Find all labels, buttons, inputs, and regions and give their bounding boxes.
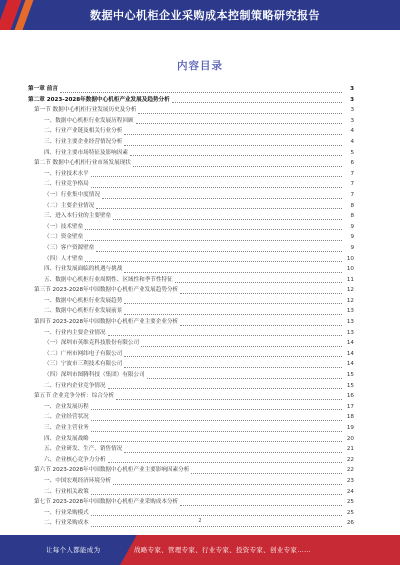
toc-leader-dots xyxy=(108,461,342,463)
toc-entry[interactable] xyxy=(28,285,354,296)
toc-entry-text: 二、数据中心机柜行业发展前景 xyxy=(44,308,123,315)
toc-entry[interactable] xyxy=(28,95,354,106)
toc-entry-text: 三、企业主营业务 xyxy=(44,425,89,431)
toc-entry-text: （一）深圳市英维克科技股份有限公司 xyxy=(44,340,140,347)
toc-entry-text: 一、数据中心机柜行业发展历程回顾 xyxy=(44,117,134,124)
toc-entry-page: 15 xyxy=(346,382,354,389)
toc-leader-dots xyxy=(113,483,342,485)
toc-entry-text: 二、行业内企业竞争情况 xyxy=(44,382,106,389)
toc-entry-text: 一、行业技术水平 xyxy=(44,170,89,177)
toc-entry[interactable] xyxy=(28,338,354,349)
toc-leader-dots xyxy=(91,186,342,188)
toc-entry-page: 7 xyxy=(350,191,354,198)
toc-entry-text: （三）宁波市三利技术有限公司 xyxy=(44,361,123,368)
toc-entry[interactable] xyxy=(28,201,354,212)
toc-entry[interactable] xyxy=(28,190,354,201)
toc-entry-text: （二）资金壁垒 xyxy=(44,234,84,241)
toc-leader-dots xyxy=(91,419,342,421)
toc-entry-page: 3 xyxy=(350,96,354,103)
toc-entry-page: 3 xyxy=(350,117,354,124)
report-title: 数据中心机柜企业采购成本控制策略研究报告 xyxy=(90,9,320,22)
toc-entry-text: 第三节 2023-2028年中国数据中心机柜产业发展趋势分析 xyxy=(34,287,179,294)
toc-entry-text: （三）客户资源壁垒 xyxy=(44,244,95,251)
toc-entry-text: 第五节 企业竞争分析：综合分析 xyxy=(34,393,115,400)
toc-entry[interactable] xyxy=(28,328,354,339)
toc-entry[interactable] xyxy=(28,423,354,434)
toc-entry-page: 22 xyxy=(346,467,354,474)
toc-leader-dots xyxy=(180,324,342,326)
toc-entry-page: 13 xyxy=(346,329,354,336)
toc-entry-page: 7 xyxy=(350,170,354,177)
toc-entry[interactable] xyxy=(28,232,354,243)
toc-leader-dots xyxy=(91,525,342,527)
toc-leader-dots xyxy=(85,228,342,230)
toc-entry-text: 四、行业发展面临的机遇与挑战 xyxy=(44,266,123,273)
toc-entry-page: 7 xyxy=(350,181,354,188)
toc-entry[interactable] xyxy=(28,359,354,370)
toc-entry-text: 一、行业采购模式 xyxy=(44,509,89,516)
toc-entry[interactable] xyxy=(28,264,354,275)
toc-entry-page: 10 xyxy=(346,255,354,262)
toc-entry-page: 4 xyxy=(350,128,354,135)
toc-leader-dots xyxy=(136,122,342,124)
toc-entry[interactable] xyxy=(28,487,354,498)
toc-entry-text: 一、中国宏观经济环境分析 xyxy=(44,477,112,484)
toc-entry[interactable] xyxy=(28,391,354,402)
toc-entry-text: （二）广州市网纬电子有限公司 xyxy=(44,350,123,357)
toc-entry[interactable] xyxy=(28,243,354,254)
toc-entry-page: 19 xyxy=(346,425,354,431)
toc-leader-dots xyxy=(147,377,342,379)
toc-leader-dots xyxy=(91,175,342,177)
toc-entry-text: （一）行业集中度情况 xyxy=(44,191,100,198)
toc-entry-page: 24 xyxy=(346,488,354,495)
toc-entry-text: 第七节 2023-2028年中国数据中心机柜产业采购成本分析 xyxy=(34,499,179,506)
toc-leader-dots xyxy=(108,334,342,336)
toc-entry[interactable] xyxy=(28,497,354,508)
toc-entry[interactable] xyxy=(28,169,354,180)
toc-entry-page: 12 xyxy=(346,297,354,304)
toc-leader-dots xyxy=(124,271,342,273)
toc-leader-dots xyxy=(124,133,342,135)
toc-entry[interactable] xyxy=(28,126,354,137)
toc-leader-dots xyxy=(133,165,342,167)
toc-leader-dots xyxy=(172,101,342,103)
toc-entry-text: 第二节 数据中心机柜行业市场发展现状 xyxy=(34,160,131,167)
toc-leader-dots xyxy=(96,207,342,209)
toc-leader-dots xyxy=(91,440,342,442)
toc-entry-text: （四）深圳市图腾科技（集团）有限公司 xyxy=(44,372,145,379)
toc-entry-page: 26 xyxy=(346,520,354,527)
toc-entry-text: 五、企业研发、生产、销售情况 xyxy=(44,446,123,453)
toc-entry[interactable] xyxy=(28,222,354,233)
toc-entry[interactable] xyxy=(28,455,354,466)
toc-entry-text: 三、行业主要企业经营情况分析 xyxy=(44,138,123,145)
toc-leader-dots xyxy=(91,430,342,432)
toc-leader-dots xyxy=(91,408,342,410)
toc-entry-text: 二、企业经营状况 xyxy=(44,414,89,421)
toc-entry[interactable] xyxy=(28,211,354,222)
toc-entry-text: 第四节 2023-2028年中国数据中心机柜产业主要企业分析 xyxy=(34,319,179,326)
table-of-contents xyxy=(28,84,354,529)
toc-entry-page: 3 xyxy=(350,107,354,114)
toc-entry-text: 一、行业内主要企业情况 xyxy=(44,329,106,336)
toc-entry-page: 25 xyxy=(346,509,354,516)
toc-entry-page: 8 xyxy=(350,213,354,220)
toc-leader-dots xyxy=(124,451,342,453)
toc-leader-dots xyxy=(91,493,342,495)
toc-leader-dots xyxy=(141,345,342,347)
toc-entry-text: 六、企业核心竞争力分析 xyxy=(44,456,106,463)
slogan-right: 战略专家、管理专家、行业专家、投资专家、创业专家…… xyxy=(134,546,311,554)
toc-title: 内容目录 xyxy=(177,60,223,72)
toc-entry-page: 9 xyxy=(350,234,354,241)
toc-entry[interactable] xyxy=(28,105,354,116)
toc-entry-page: 9 xyxy=(350,244,354,251)
toc-entry-page: 11 xyxy=(346,276,354,283)
toc-entry[interactable] xyxy=(28,465,354,476)
toc-entry-page: 12 xyxy=(346,287,354,294)
toc-entry-text: 三、进入本行业的主要壁垒 xyxy=(44,213,112,220)
toc-entry-page: 16 xyxy=(346,393,354,400)
toc-entry-text: 二、行业相关政策 xyxy=(44,488,89,495)
toc-leader-dots xyxy=(180,292,342,294)
toc-entry-text: 四、企业发展战略 xyxy=(44,435,89,442)
toc-entry-text: 第一章 前言 xyxy=(28,86,58,92)
toc-entry-page: 14 xyxy=(346,340,354,347)
toc-entry-text: （四）人才壁垒 xyxy=(44,255,84,262)
toc-entry-page: 10 xyxy=(346,266,354,273)
toc-entry[interactable] xyxy=(28,412,354,423)
toc-entry[interactable] xyxy=(28,381,354,392)
toc-entry[interactable] xyxy=(28,508,354,519)
toc-entry[interactable] xyxy=(28,148,354,159)
toc-entry-text: 四、行业主要市场特征及影响因素 xyxy=(44,149,128,156)
toc-leader-dots xyxy=(180,504,342,506)
toc-entry-page: 5 xyxy=(350,149,354,156)
toc-leader-dots xyxy=(113,218,342,220)
toc-entry-page: 15 xyxy=(346,372,354,379)
toc-entry-page: 20 xyxy=(346,435,354,442)
toc-leader-dots xyxy=(124,144,342,146)
slogan-left: 让每个人都能成为 xyxy=(46,546,101,554)
toc-leader-dots xyxy=(124,313,342,315)
toc-leader-dots xyxy=(130,154,342,156)
toc-entry-page: 14 xyxy=(346,350,354,357)
toc-entry-text: （二）主要企业情况 xyxy=(44,202,95,209)
toc-entry[interactable] xyxy=(28,275,354,286)
toc-entry[interactable] xyxy=(28,434,354,445)
toc-entry-page: 3 xyxy=(350,86,354,92)
toc-entry-page: 9 xyxy=(350,223,354,230)
toc-entry-page: 18 xyxy=(346,414,354,421)
toc-entry[interactable] xyxy=(28,84,354,95)
toc-entry-text: 一、企业发展历程 xyxy=(44,403,89,410)
toc-entry-text: 一、数据中心机柜行业发展趋势 xyxy=(44,297,123,304)
toc-entry-text: 第二章 2023-2028年数据中心机柜产业发展及趋势分析 xyxy=(28,96,170,103)
toc-entry-page: 13 xyxy=(346,319,354,326)
toc-leader-dots xyxy=(124,366,342,368)
page-number: 2 xyxy=(198,518,202,524)
toc-entry[interactable] xyxy=(28,179,354,190)
toc-entry[interactable] xyxy=(28,349,354,360)
toc-entry[interactable] xyxy=(28,116,354,127)
toc-entry[interactable] xyxy=(28,158,354,169)
toc-entry[interactable] xyxy=(28,444,354,455)
toc-leader-dots xyxy=(108,387,342,389)
toc-entry[interactable] xyxy=(28,476,354,487)
toc-entry[interactable] xyxy=(28,137,354,148)
toc-leader-dots xyxy=(116,398,342,400)
toc-entry-page: 14 xyxy=(346,361,354,368)
toc-entry-text: 第一节 数据中心机柜行业发展历史及分析 xyxy=(34,107,137,114)
toc-leader-dots xyxy=(85,260,342,262)
toc-leader-dots xyxy=(191,472,342,474)
toc-leader-dots xyxy=(175,281,342,283)
toc-leader-dots xyxy=(102,197,342,199)
toc-entry[interactable] xyxy=(28,370,354,381)
toc-entry-text: （一）技术壁垒 xyxy=(44,223,84,230)
toc-entry[interactable] xyxy=(28,402,354,413)
toc-entry[interactable] xyxy=(28,254,354,265)
toc-entry-page: 17 xyxy=(346,403,354,410)
toc-entry[interactable] xyxy=(28,296,354,307)
toc-entry[interactable] xyxy=(28,317,354,328)
toc-leader-dots xyxy=(96,250,342,252)
toc-entry-page: 21 xyxy=(346,446,354,453)
toc-entry-page: 8 xyxy=(350,202,354,209)
toc-entry-page: 4 xyxy=(350,138,354,145)
toc-entry[interactable] xyxy=(28,306,354,317)
toc-entry-page: 25 xyxy=(346,499,354,506)
toc-entry-text: 二、行业产业链及相关行业分析 xyxy=(44,128,123,135)
toc-entry-page: 13 xyxy=(346,308,354,315)
toc-entry-text: 第六节 2023-2028年中国数据中心机柜产业主要影响因素分析 xyxy=(34,467,190,474)
toc-leader-dots xyxy=(124,302,342,304)
toc-leader-dots xyxy=(138,112,342,114)
toc-entry-text: 五、数据中心机柜行业周期性、区域性和季节性特征 xyxy=(44,276,173,283)
toc-entry-page: 6 xyxy=(350,160,354,167)
toc-entry-page: 22 xyxy=(346,456,354,463)
toc-entry-text: 二、行业竞争格局 xyxy=(44,181,89,188)
toc-leader-dots xyxy=(91,514,342,516)
toc-entry-page: 23 xyxy=(346,477,354,484)
toc-leader-dots xyxy=(60,91,342,93)
toc-entry-text: 二、行业采购成本 xyxy=(44,520,89,527)
toc-leader-dots xyxy=(85,239,342,241)
toc-leader-dots xyxy=(124,355,342,357)
